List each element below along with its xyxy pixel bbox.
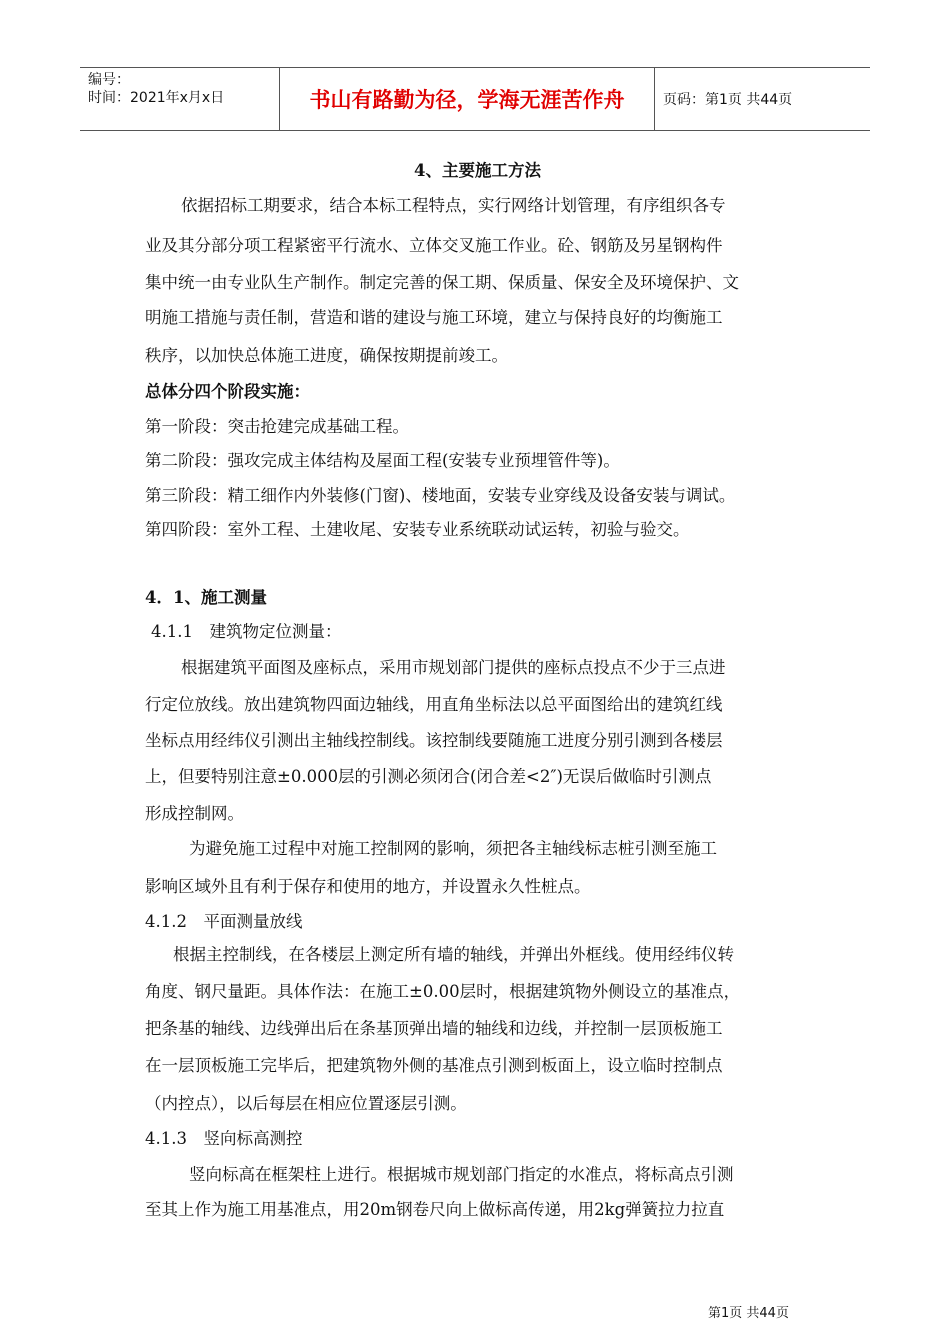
paragraph-line: 明施工措施与责任制，营造和谐的建设与施工环境，建立与保持良好的均衡施工 xyxy=(145,308,723,327)
stage-item: 第二阶段：强攻完成主体结构及屋面工程(安装专业预埋管件等)。 xyxy=(145,451,620,470)
paragraph-line: 为避免施工过程中对施工控制网的影响，须把各主轴线标志桩引测至施工 xyxy=(189,839,717,858)
stage-item: 第三阶段：精工细作内外装修(门窗)、楼地面，安装专业穿线及设备安装与调试。 xyxy=(145,486,736,505)
paragraph-line: 根据建筑平面图及座标点，采用市规划部门提供的座标点投点不少于三点进 xyxy=(181,658,726,677)
paragraph-line: 集中统一由专业队生产制作。制定完善的保工期、保质量、保安全及环境保护、文 xyxy=(145,273,739,292)
stages-heading: 总体分四个阶段实施： xyxy=(145,382,310,401)
page-footer: 第1页 共44页 xyxy=(708,1306,789,1321)
paragraph-line: （内控点），以后每层在相应位置逐层引测。 xyxy=(145,1094,467,1113)
header-motto: 书山有路勤为径，学海无涯苦作舟 xyxy=(280,68,655,130)
paragraph-line: 竖向标高在框架柱上进行。根据城市规划部门指定的水准点，将标高点引测 xyxy=(189,1165,734,1184)
paragraph-line: 根据主控制线，在各楼层上测定所有墙的轴线，并弹出外框线。使用经纬仪转 xyxy=(173,945,734,964)
subsection-heading: 4.1.2 平面测量放线 xyxy=(145,912,303,931)
paragraph-line: 上，但要特别注意±0.000层的引测必须闭合(闭合差<2″)无误后做临时引测点 xyxy=(145,767,712,786)
stage-item: 第一阶段：突击抢建完成基础工程。 xyxy=(145,417,409,436)
paragraph-line: 形成控制网。 xyxy=(145,804,244,823)
time-label: 时间：2021年x月x日 xyxy=(88,90,225,106)
paragraph-line: 业及其分部分项工程紧密平行流水、立体交叉施工作业。砼、钢筋及另星钢构件 xyxy=(145,236,723,255)
header-meta xyxy=(80,68,280,130)
paragraph-line: 把条基的轴线、边线弹出后在条基顶弹出墙的轴线和边线，并控制一层顶板施工 xyxy=(145,1019,723,1038)
paragraph-line: 秩序，以加快总体施工进度，确保按期提前竣工。 xyxy=(145,346,508,365)
section-title: 4、主要施工方法 xyxy=(414,161,541,180)
paragraph-line: 至其上作为施工用基准点，用20m钢卷尺向上做标高传递，用2kg弹簧拉力拉直 xyxy=(145,1200,725,1219)
number-label: 编号： xyxy=(88,72,130,88)
paragraph-line: 角度、钢尺量距。具体作法：在施工±0.00层时，根据建筑物外侧设立的基准点， xyxy=(145,982,741,1001)
paragraph-line: 行定位放线。放出建筑物四面边轴线，用直角坐标法以总平面图给出的建筑红线 xyxy=(145,695,723,714)
stage-item: 第四阶段：室外工程、土建收尾、安装专业系统联动试运转，初验与验交。 xyxy=(145,520,690,539)
subsection-heading: 4.1.3 竖向标高测控 xyxy=(145,1129,303,1148)
paragraph-line: 影响区域外且有利于保存和使用的地方，并设置永久性桩点。 xyxy=(145,877,591,896)
paragraph-line: 依据招标工期要求，结合本标工程特点，实行网络计划管理，有序组织各专 xyxy=(181,196,726,215)
paragraph-line: 坐标点用经纬仪引测出主轴线控制线。该控制线要随施工进度分别引测到各楼层 xyxy=(145,731,723,750)
subsection-heading: 4.1.1 建筑物定位测量： xyxy=(151,622,342,641)
paragraph-line: 在一层顶板施工完毕后，把建筑物外侧的基准点引测到板面上，设立临时控制点 xyxy=(145,1056,723,1075)
section-heading: 4．1、施工测量 xyxy=(145,588,267,607)
page-header xyxy=(80,67,870,131)
header-page-code: 页码：第1页 共44页 xyxy=(663,92,793,108)
